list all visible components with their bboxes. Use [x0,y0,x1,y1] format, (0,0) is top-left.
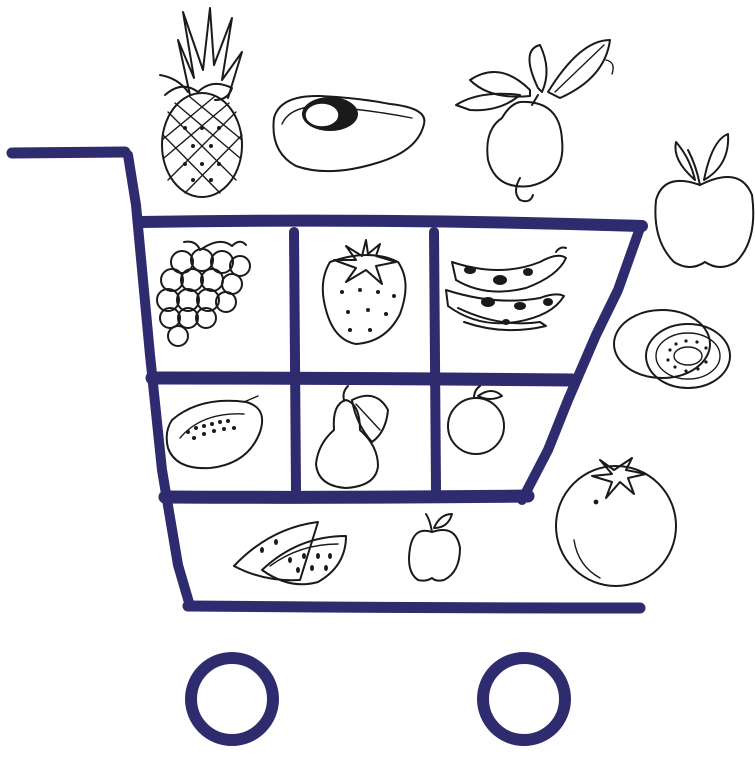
orange-icon [448,386,504,454]
cart-wheel-left [191,658,273,740]
strawberry-icon [323,240,406,344]
orange-icon [556,458,676,586]
cart-middle-rail [152,378,572,380]
apple-icon [409,514,460,581]
apple-icon [655,134,753,267]
shopping-cart-icon [12,152,642,740]
pear-icon [316,386,388,488]
avocado-icon [273,96,424,171]
kiwi-icon [614,310,730,388]
cart-divider-right [434,232,436,490]
cart-lower-rail [165,496,528,497]
banana-icon [446,248,566,331]
papaya-icon [167,396,262,468]
pineapple-icon [160,8,242,197]
watermelon-icon [234,522,346,584]
cart-bottom-rail [188,606,640,608]
cart-divider-left [294,232,296,490]
cart-handle [12,152,125,153]
cart-top-rail [140,221,642,226]
grapes-icon [157,242,250,346]
cashew-fruit-icon [456,40,613,201]
cart-wheel-right [483,658,565,740]
